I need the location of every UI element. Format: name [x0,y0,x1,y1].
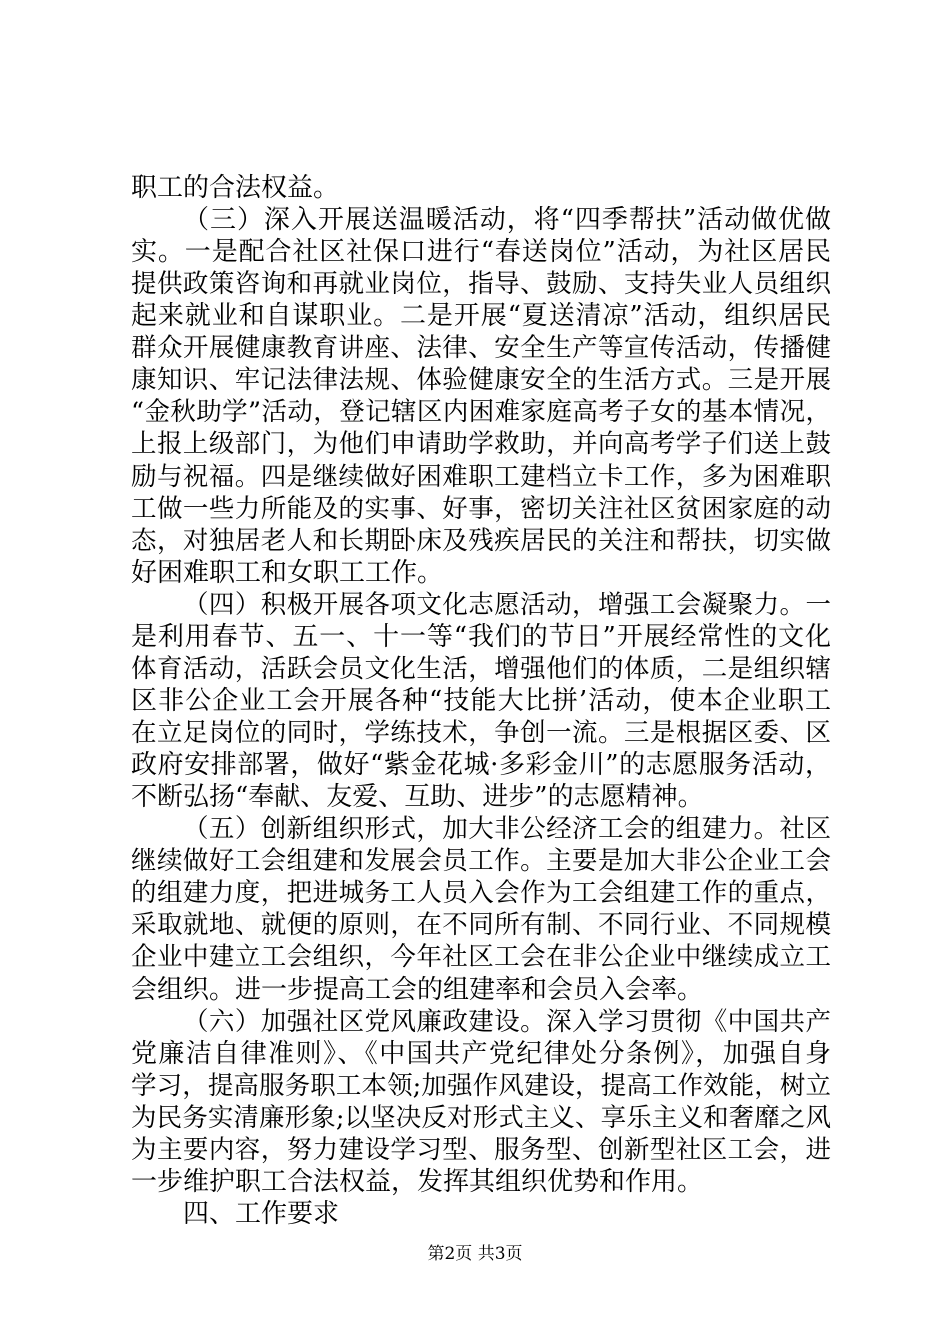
paragraph-heading-4: （四）积极开展各项文化志愿活动，增强工会凝聚力。一 [183,589,831,620]
text-line: 为民务实清廉形象;以坚决反对形式主义、享乐主义和奢靡之风 [131,1102,831,1133]
text-line: 态，对独居老人和长期卧床及残疾居民的关注和帮扶，切实做 [131,525,831,556]
text-line: 区非公企业工会开展各种“技能大比拼’活动，使本企业职工 [131,685,831,716]
text-line: 群众开展健康教育讲座、法律、安全生产等宣传活动，传播健 [131,333,831,364]
paragraph-heading-6: （六）加强社区党风廉政建设。深入学习贯彻《中国共产 [183,1006,831,1037]
text-line: 在立足岗位的同时，学练技术，争创一流。三是根据区委、区 [131,718,831,749]
text-line: 提供政策咨询和再就业岗位，指导、鼓励、支持失业人员组织 [131,269,831,300]
text-line: “金秋助学”活动，登记辖区内困难家庭高考子女的基本情况， [131,397,831,428]
text-line: 的组建力度，把进城务工人员入会作为工会组建工作的重点， [131,878,831,909]
text-line: 康知识、牢记法律法规、体验健康安全的生活方式。三是开展 [131,365,831,396]
text-line: 好困难职工和女职工工作。 [131,557,444,588]
text-line: 为主要内容，努力建设学习型、服务型、创新型社区工会，进 [131,1134,831,1165]
text-line: 学习，提高服务职工本领;加强作风建设，提高工作效能，树立 [131,1070,831,1101]
text-line: 党廉洁自律准则》、《中国共产党纪律处分条例》，加强自身 [131,1038,831,1069]
text-line: 职工的合法权益。 [131,173,340,203]
text-line: 上报上级部门，为他们申请助学救助，并向高考学子们送上鼓 [131,429,831,460]
text-line: 企业中建立工会组织，今年社区工会在非公企业中继续成立工 [131,942,831,973]
paragraph-heading-5: （五）创新组织形式，加大非公经济工会的组建力。社区 [183,814,831,845]
text-line: 励与祝福。四是继续做好困难职工建档立卡工作，多为困难职 [131,461,831,492]
text-line: 是利用春节、五一、十一等“我们的节日”开展经常性的文化 [131,621,831,652]
text-line: 实。一是配合社区社保口进行“春送岗位”活动，为社区居民 [131,237,831,268]
text-line: 体育活动，活跃会员文化生活，增强他们的体质，二是组织辖 [131,653,831,684]
section-heading: 四、工作要求 [183,1198,340,1229]
text-line: 工做一些力所能及的实事、好事，密切关注社区贫困家庭的动 [131,493,831,524]
text-line: 一步维护职工合法权益，发挥其组织优势和作用。 [131,1166,704,1197]
text-line: 不断弘扬“奉献、友爱、互助、进步”的志愿精神。 [131,782,704,813]
page-number-footer: 第2页 共3页 [427,1244,523,1264]
paragraph-heading-3: （三）深入开展送温暖活动，将“四季帮扶”活动做优做 [183,205,831,236]
text-line: 继续做好工会组建和发展会员工作。主要是加大非公企业工会 [131,846,831,877]
text-line: 起来就业和自谋职业。二是开展“夏送清凉”活动，组织居民 [131,301,831,332]
text-line: 采取就地、就便的原则，在不同所有制、不同行业、不同规模 [131,910,831,941]
text-line: 会组织。进一步提高工会的组建率和会员入会率。 [131,974,704,1005]
text-line: 政府安排部署，做好“紫金花城·多彩金川”的志愿服务活动， [131,750,831,781]
